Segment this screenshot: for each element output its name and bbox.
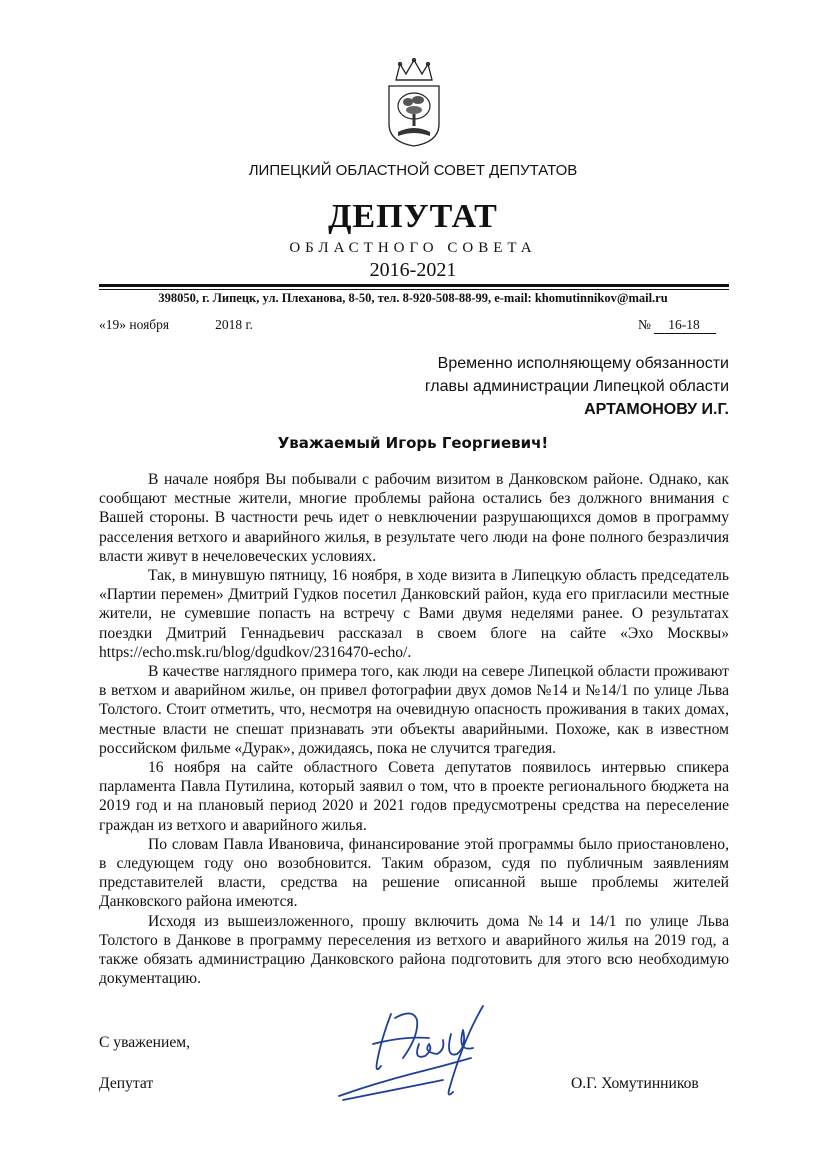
coat-of-arms-icon [386, 58, 442, 148]
letterhead-subtitle: ОБЛАСТНОГО СОВЕТА [289, 240, 537, 256]
signer-position: Депутат [99, 1075, 154, 1092]
body-paragraph: 16 ноября на сайте областного Совета депутатов появилось интервью спикера парламента Павла Путилина, который заявил о том, что в проекте регионального бюджета на 2019 год и на плановый период 2020 и 2021 годов предусмотрены средства на переселение граждан из ветхого и аварийного жилья. [99, 759, 729, 834]
body-paragraph: Исходя из вышеизложенного, прошу включить дома №14 и 14/1 по улице Льва Толстого в Данкове в программу переселения из ветхого и аварийного жилья на 2019 год, а также обязать администрацию Данковского района подготовить для этого всю необходимую документацию. [99, 912, 729, 988]
body-paragraph: По словам Павла Ивановича, финансирование этой программы было приостановлено, в следующем году оно возобновится. Таким образом, судя по публичным заявлениям представителей власти, средства на решение описанной выше проблемы жителей Данковского района имеются. [99, 835, 729, 911]
closing-phrase: С уважением, [99, 1034, 191, 1051]
body-paragraph: В начале ноября Вы побывали с рабочим визитом в Данковском районе. Однако, как сообщают местные жители, многие проблемы района остались без должного внимания с Вашей стороны. В частности речь идет о невключении разрушающихся домов в программу расселения ветхого и аварийного жилья, в результате чего люди на фоне полного безразличия власти живут в нечеловеческих условиях. [99, 471, 729, 565]
signer-name: О.Г. Хомутинников [571, 1075, 699, 1092]
convocation-years: 2016-2021 [369, 259, 457, 281]
letter-number [638, 317, 716, 334]
addressee-block [425, 352, 729, 421]
letter-date-year: 2018 г. [215, 317, 253, 332]
addressee-line: главы администрации Липецкой области [424, 378, 729, 395]
letter-number-label: № [638, 317, 651, 332]
letter-body [99, 470, 729, 988]
salutation: Уважаемый Игорь Георгиевич! [277, 434, 549, 452]
header-divider [99, 284, 729, 287]
addressee-name: АРТАМОНОВУ И.Г. [584, 401, 729, 418]
contact-line: 398050, г. Липецк, ул. Плеханова, 8-50, тел. 8-920-508-88-99, e-mail: khomutinnikov@mail.ru [158, 291, 668, 305]
letter-date-day: «19» ноября [99, 317, 170, 332]
council-name: ЛИПЕЦКИЙ ОБЛАСТНОЙ СОВЕТ ДЕПУТАТОВ [248, 162, 578, 179]
signature-icon [333, 1000, 503, 1110]
body-paragraph: В качестве наглядного примера того, как люди на севере Липецкой области проживают в ветхом и аварийном жилье, он привел фотографии двух домов №14 и №14/1 по улице Льва Толстого. Стоит отметить, что, несмотря на очевидную опасность проживания в таких домах, местные власти не спешат признавать эти объекты аварийными. Похоже, как в известном российском фильме «Дурак», дожидаясь, пока не случится трагедия. [99, 663, 729, 757]
body-paragraph: Так, в минувшую пятницу, 16 ноября, в ходе визита в Липецкую область председатель «Партии перемен» Дмитрий Гудков посетил Данковский район, куда его пригласили местные жители, не сумевшие попасть на встречу с Вами двумя неделями ранее. О результатах поездки Дмитрий Геннадьевич рассказал в своем блоге на сайте «Эхо Москвы» https://echo.msk.ru/blog/dgudkov/2316470-echo/. [99, 567, 729, 661]
letterhead-title: ДЕПУТАТ [328, 198, 498, 235]
addressee-line: Временно исполняющему обязанности [437, 355, 729, 372]
letter-number-value: 16-18 [654, 317, 716, 334]
header-divider-thin [99, 289, 729, 290]
letter-date [99, 317, 253, 333]
